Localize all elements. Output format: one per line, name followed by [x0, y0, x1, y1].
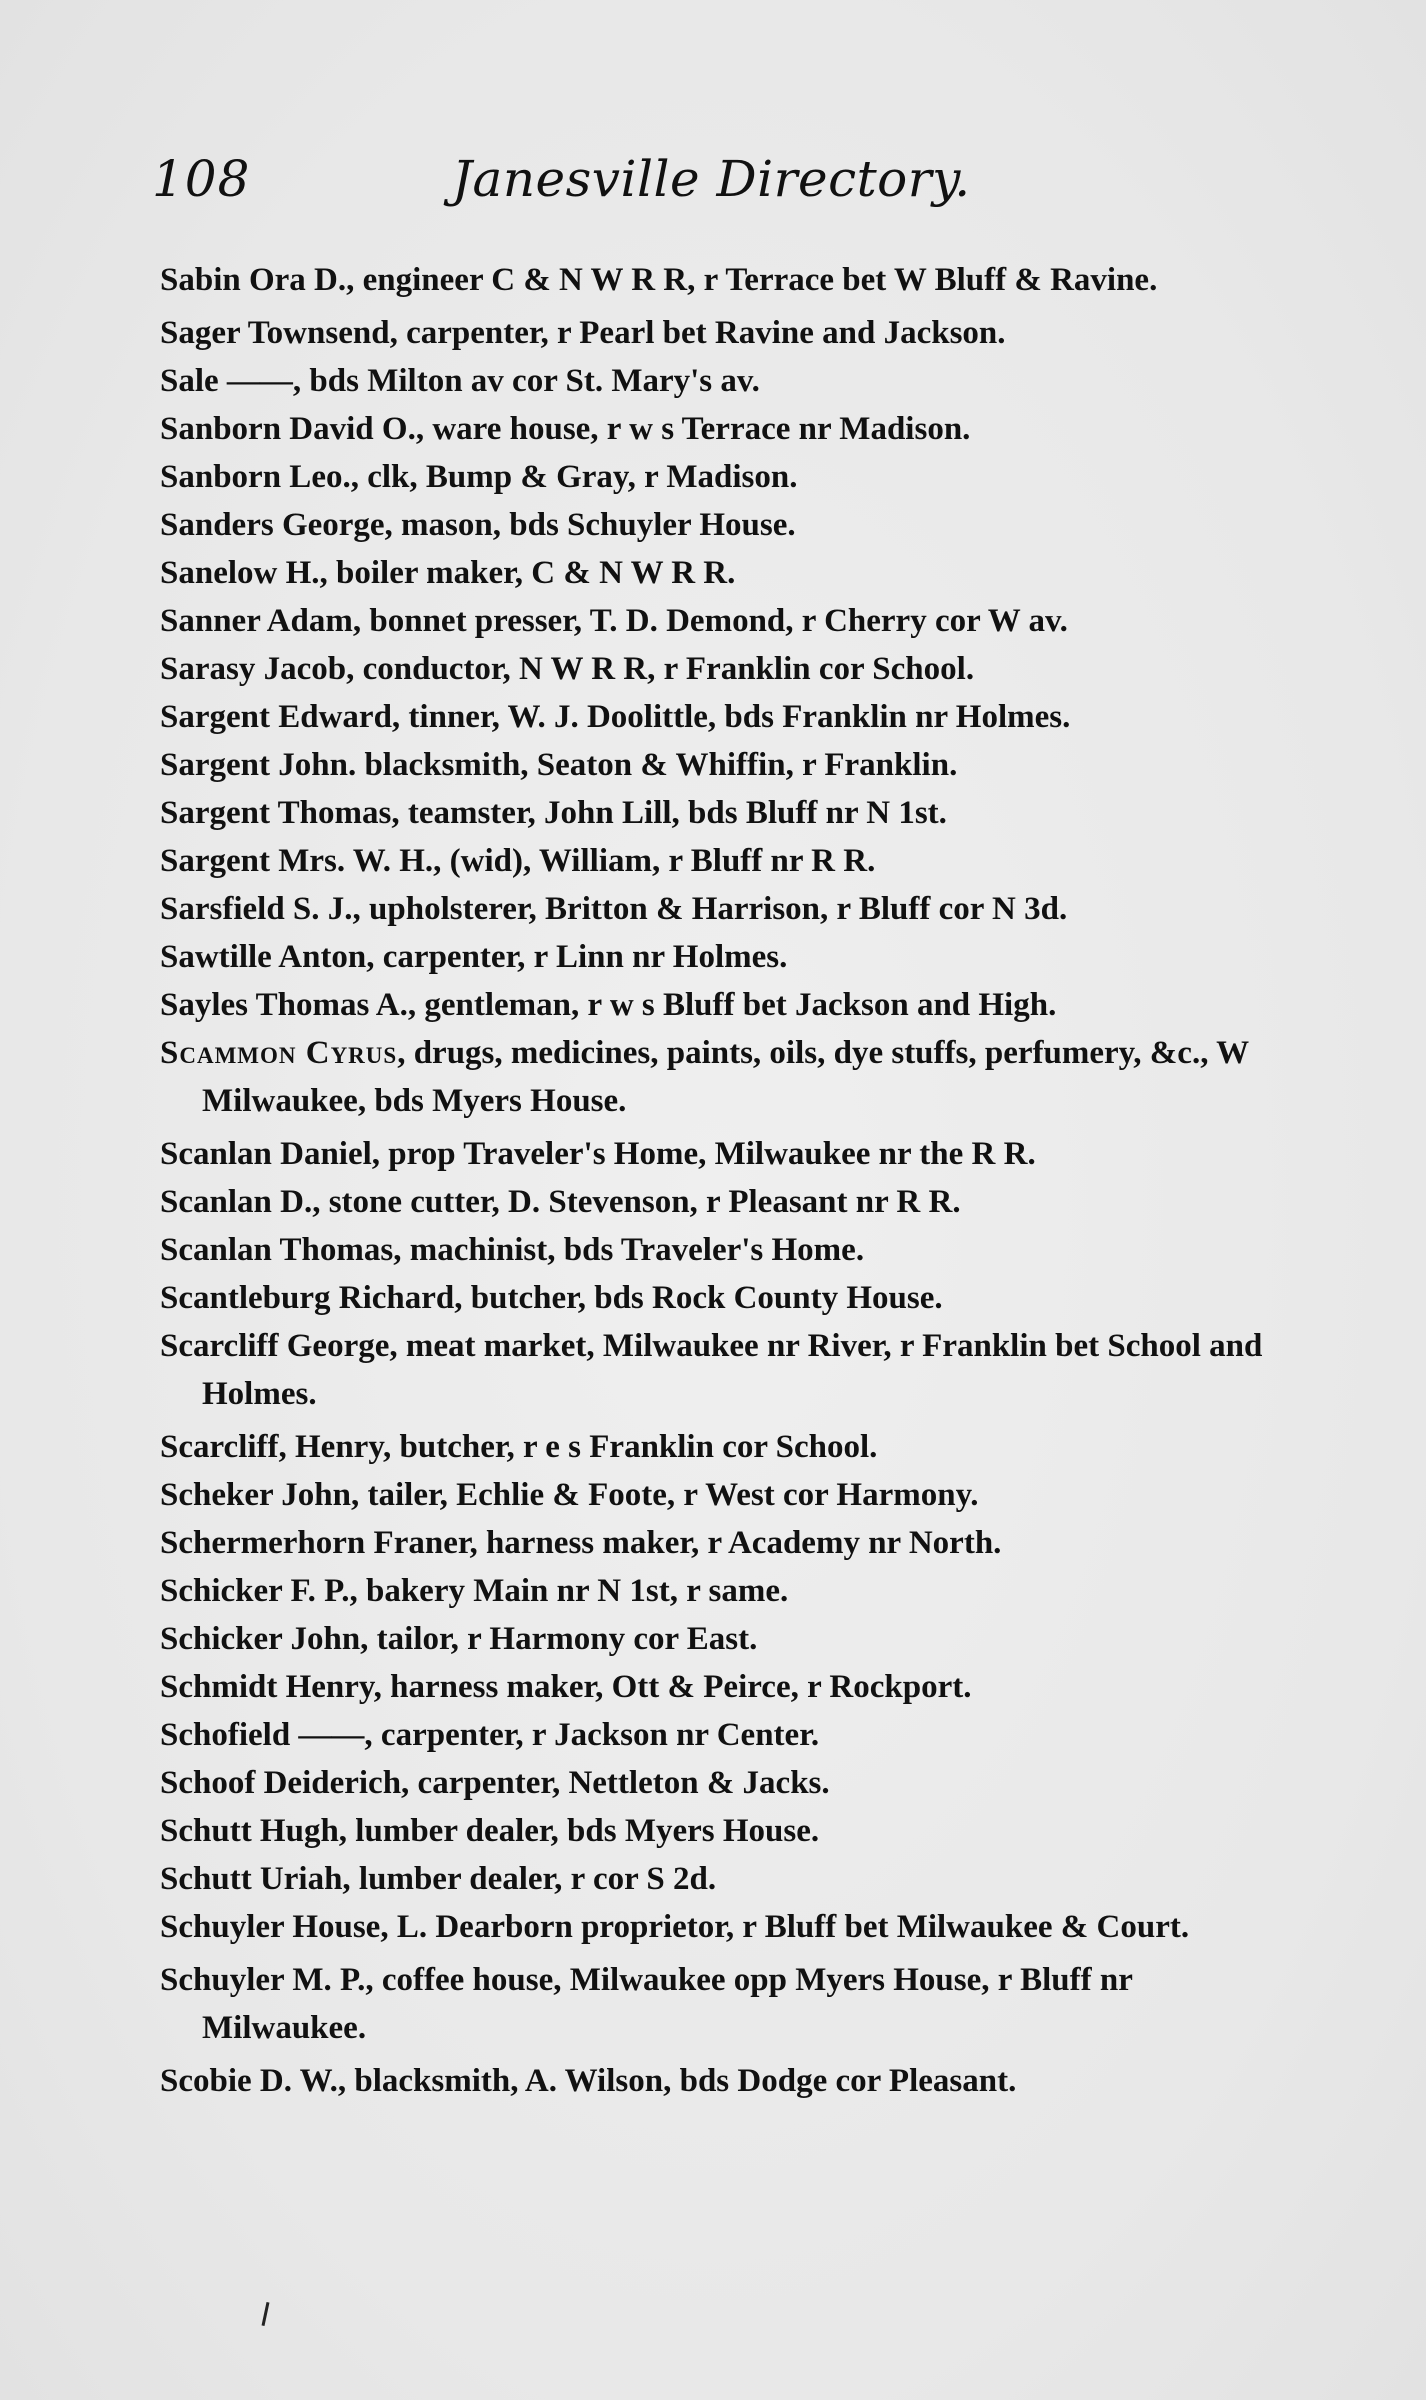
- directory-entry: Scarcliff George, meat market, Milwaukee nr River, r Franklin bet School and Holmes.: [160, 1328, 1263, 1412]
- directory-entry: Sayles Thomas A., gentleman, r w s Bluff bet Jackson and High.: [160, 987, 1057, 1023]
- directory-entry: Schutt Uriah, lumber dealer, r cor S 2d.: [160, 1861, 717, 1897]
- featured-entry-name: Scammon Cyrus: [160, 1035, 398, 1071]
- directory-entry: Schutt Hugh, lumber dealer, bds Myers House.: [160, 1813, 820, 1849]
- stray-ink-mark: [262, 2302, 270, 2326]
- directory-entry: Schicker John, tailor, r Harmony cor East.: [160, 1621, 758, 1657]
- directory-entry: Sabin Ora D., engineer C & N W R R, r Terrace bet W Bluff & Ravine.: [160, 262, 1158, 298]
- directory-entry: Sargent Edward, tinner, W. J. Doolittle, bds Franklin nr Holmes.: [160, 699, 1071, 735]
- directory-entry: Scanlan Thomas, machinist, bds Traveler's Home.: [160, 1232, 865, 1268]
- directory-entry: Sale ——, bds Milton av cor St. Mary's av.: [160, 363, 760, 399]
- directory-entry: Schuyler House, L. Dearborn proprietor, r Bluff bet Milwaukee & Court.: [160, 1909, 1190, 1945]
- directory-entry: Scanlan Daniel, prop Traveler's Home, Milwaukee nr the R R.: [160, 1136, 1036, 1172]
- directory-entry: Schuyler M. P., coffee house, Milwaukee opp Myers House, r Bluff nr Milwaukee.: [160, 1962, 1133, 2046]
- running-title: Janesville Directory.: [452, 150, 971, 208]
- directory-entry: Sargent John. blacksmith, Seaton & Whiffin, r Franklin.: [160, 747, 958, 783]
- page-header: [152, 150, 1282, 230]
- directory-entry: Scarcliff, Henry, butcher, r e s Franklin cor School.: [160, 1429, 878, 1465]
- directory-entry: Sanborn David O., ware house, r w s Terrace nr Madison.: [160, 411, 971, 447]
- directory-entry: Scanlan D., stone cutter, D. Stevenson, r Pleasant nr R R.: [160, 1184, 961, 1220]
- directory-entry: Sarsfield S. J., upholsterer, Britton & Harrison, r Bluff cor N 3d.: [160, 891, 1068, 927]
- directory-entry: Schoof Deiderich, carpenter, Nettleton & Jacks.: [160, 1765, 830, 1801]
- directory-entry: Scobie D. W., blacksmith, A. Wilson, bds Dodge cor Pleasant.: [160, 2063, 1017, 2099]
- directory-entry-featured: [160, 1029, 1280, 1125]
- directory-entry: Sanborn Leo., clk, Bump & Gray, r Madison.: [160, 459, 798, 495]
- directory-entry: Schmidt Henry, harness maker, Ott & Peirce, r Rockport.: [160, 1669, 972, 1705]
- directory-entry: Schofield ——, carpenter, r Jackson nr Center.: [160, 1717, 820, 1753]
- directory-entry: Sawtille Anton, carpenter, r Linn nr Holmes.: [160, 939, 788, 975]
- page-number: 108: [152, 150, 251, 208]
- directory-entry: Sargent Mrs. W. H., (wid), William, r Bluff nr R R.: [160, 843, 876, 879]
- directory-entry: Sanders George, mason, bds Schuyler House.: [160, 507, 796, 543]
- directory-entry: Schicker F. P., bakery Main nr N 1st, r same.: [160, 1573, 789, 1609]
- directory-entry: Sager Townsend, carpenter, r Pearl bet Ravine and Jackson.: [160, 315, 1006, 351]
- directory-entry: Sanelow H., boiler maker, C & N W R R.: [160, 555, 736, 591]
- directory-entry: Scheker John, tailer, Echlie & Foote, r West cor Harmony.: [160, 1477, 979, 1513]
- directory-entry: Schermerhorn Franer, harness maker, r Academy nr North.: [160, 1525, 1002, 1561]
- directory-entry: Sargent Thomas, teamster, John Lill, bds Bluff nr N 1st.: [160, 795, 947, 831]
- featured-entry-details: , drugs, medicines, paints, oils, dye stuffs, perfumery, &c., W Milwaukee, bds Myers House.: [202, 1035, 1249, 1119]
- directory-entry: Scantleburg Richard, butcher, bds Rock County House.: [160, 1280, 943, 1316]
- directory-entry: Sarasy Jacob, conductor, N W R R, r Franklin cor School.: [160, 651, 975, 687]
- directory-entry: Sanner Adam, bonnet presser, T. D. Demond, r Cherry cor W av.: [160, 603, 1068, 639]
- directory-entries: [160, 256, 1280, 2105]
